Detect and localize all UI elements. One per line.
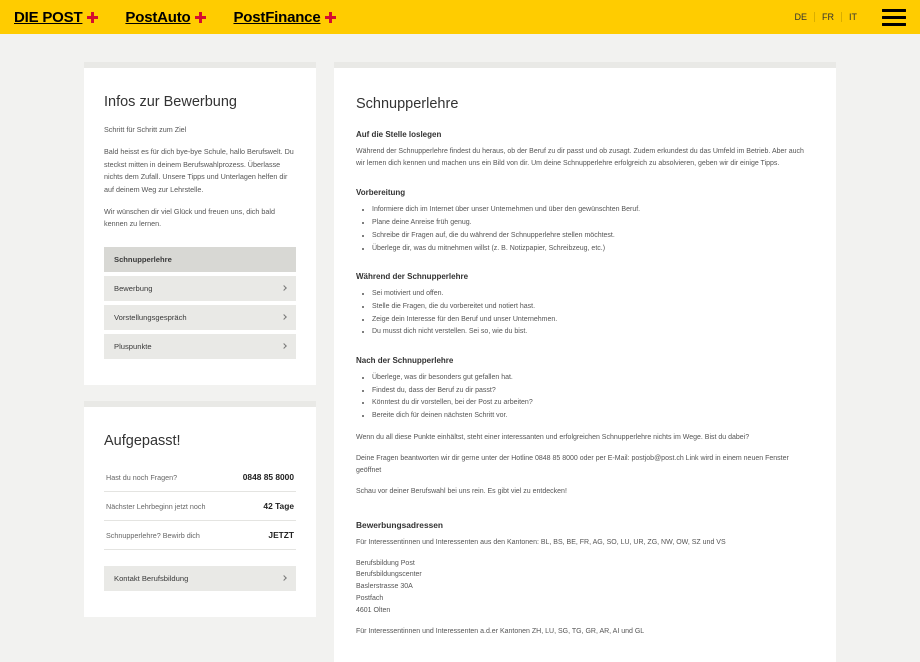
infos-paragraph-2: Wir wünschen dir viel Glück und freuen uns, dich bald kennen zu lernen. xyxy=(104,206,275,229)
brand-postfinance-label: PostFinance xyxy=(233,8,321,26)
sidebar-item-label: Pluspunkte xyxy=(114,341,152,351)
closing-paragraph-2 xyxy=(356,453,810,477)
header-nav-right xyxy=(787,9,906,26)
chevron-right-icon xyxy=(281,285,287,291)
brand-die-post[interactable] xyxy=(14,9,99,26)
nach-list xyxy=(356,372,810,422)
aufgepasst-title: Aufgepasst! xyxy=(104,432,181,449)
waehrend-list xyxy=(356,288,810,338)
site-header xyxy=(0,0,920,34)
address-cut-line: Für Interessentinnen und Interessenten a.d.er Kantonen ZH, LU, SG, TG, GR, AR, AI und GL xyxy=(356,628,645,636)
hamburger-bar xyxy=(882,16,906,19)
section-heading-auf-die-stelle: Auf die Stelle loslegen xyxy=(356,130,442,139)
list-item: • Informiere dich im Internet über unser Unternehmen und über den gewünschten Beruf. xyxy=(372,204,810,215)
brand-postauto-label: PostAuto xyxy=(125,8,191,26)
aufgepasst-rows xyxy=(104,463,296,550)
address-line: Baslerstrasse 30A xyxy=(356,583,413,591)
aufgepasst-row xyxy=(104,463,296,492)
infos-title: Infos zur Bewerbung xyxy=(104,94,237,110)
list-item: • Du musst dich nicht verstellen. Sei so, wie du bist. xyxy=(372,326,810,337)
sidebar-item-pluspunkte[interactable] xyxy=(104,334,296,359)
brand-postauto[interactable] xyxy=(125,9,207,26)
address-intro: Für Interessentinnen und Interessenten aus den Kantonen: BL, BS, BE, FR, AG, SO, LU, UR, ZG, NW, OW, SZ und VS xyxy=(356,538,726,546)
brand-die-post-label: DIE POST xyxy=(14,8,83,26)
hamburger-bar xyxy=(882,9,906,12)
closing-paragraph-3: Schau vor deiner Berufswahl bei uns rein. Es gibt viel zu entdecken! xyxy=(356,487,567,495)
list-item: • Stelle die Fragen, die du vorbereitet und notiert hast. xyxy=(372,301,810,312)
list-item: • Könntest du dir vorstellen, bei der Post zu arbeiten? xyxy=(372,397,810,408)
infos-subtitle: Schritt für Schritt zum Ziel xyxy=(104,125,187,134)
section-heading-bewerbungsadressen: Bewerbungsadressen xyxy=(356,519,444,530)
language-it[interactable]: IT xyxy=(849,12,857,22)
post-cross-icon xyxy=(194,11,207,24)
sidebar-item-schnupperlehre[interactable] xyxy=(104,247,296,272)
language-fr[interactable]: FR xyxy=(815,12,842,22)
page-body xyxy=(0,34,920,636)
address-line: Berufsbildung Post xyxy=(356,559,415,567)
address-line: 4601 Olten xyxy=(356,606,391,614)
row-value: JETZT xyxy=(268,529,294,540)
cta-label: Kontakt Berufsbildung xyxy=(114,573,189,583)
row-value: 42 Tage xyxy=(263,500,294,511)
list-item: • Bereite dich für deinen nächsten Schritt vor. xyxy=(372,410,810,421)
address-line: Berufsbildungscenter xyxy=(356,571,422,579)
list-item: • Schreibe dir Fragen auf, die du während der Schnupperlehre stellen möchtest. xyxy=(372,230,810,241)
sidebar-item-label: Vorstellungsgespräch xyxy=(114,312,187,322)
row-label: Schnupperlehre? Bewirb dich xyxy=(106,530,200,540)
vorbereitung-list xyxy=(356,204,810,254)
aufgepasst-row xyxy=(104,521,296,550)
section-heading-waehrend: Während der Schnupperlehre xyxy=(356,271,469,281)
chevron-right-icon xyxy=(281,314,287,320)
page-title: Schnupperlehre xyxy=(356,96,459,112)
kontakt-berufsbildung-button[interactable] xyxy=(104,566,296,591)
right-column xyxy=(334,62,836,636)
sidebar-item-label: Bewerbung xyxy=(114,283,153,293)
address-block xyxy=(356,558,810,617)
list-item: • Zeige dein Interesse für den Beruf und unser Unternehmen. xyxy=(372,314,810,325)
aufgepasst-row xyxy=(104,492,296,521)
language-de[interactable]: DE xyxy=(787,12,815,22)
list-item: • Findest du, dass der Beruf zu dir passt? xyxy=(372,385,810,396)
row-label: Nächster Lehrbeginn jetzt noch xyxy=(106,501,206,511)
aufgepasst-cta-wrap xyxy=(104,566,296,591)
chevron-right-icon xyxy=(281,575,287,581)
hamburger-menu-icon[interactable] xyxy=(882,9,906,26)
sidebar-item-label: Schnupperlehre xyxy=(114,254,172,264)
closing-paragraph-1: Wenn du all diese Punkte einhältst, steht einer interessanten und erfolgreichen Schnupperlehre nichts im Wege. Bist du dabei? xyxy=(356,433,750,441)
infos-paragraph-1: Bald heisst es für dich bye-bye Schule, hallo Berufswelt. Du steckst mitten in deinem Berufswahlprozess. Überlasse nichts dem Zufall. Unsere Tipps und Unterlagen helfen dir auf deinem Weg zur Lehrstelle. xyxy=(104,147,294,194)
closing-text-2: Deine Fragen beantworten wir dir gerne unter der Hotline 0848 85 8000 oder per E-Mail: postjob@post.ch Link wird in einem neuen Fenster geöffnet xyxy=(356,454,789,474)
post-cross-icon xyxy=(86,11,99,24)
section-heading-nach: Nach der Schnupperlehre xyxy=(356,355,454,365)
brand-group xyxy=(14,9,337,26)
list-item: • Plane deine Anreise früh genug. xyxy=(372,217,810,228)
chevron-right-icon xyxy=(281,343,287,349)
sidebar-item-bewerbung[interactable] xyxy=(104,276,296,301)
infos-card xyxy=(84,62,316,385)
left-column xyxy=(84,62,316,583)
aufgepasst-card xyxy=(84,401,316,617)
sidebar-item-vorstellungsgespraech[interactable] xyxy=(104,305,296,330)
brand-postfinance[interactable] xyxy=(233,9,337,26)
post-cross-icon xyxy=(324,11,337,24)
row-label: Hast du noch Fragen? xyxy=(106,472,178,482)
address-line: Postfach xyxy=(356,594,384,602)
main-content-card xyxy=(334,62,836,662)
section-paragraph: Während der Schnupperlehre findest du heraus, ob der Beruf zu dir passt und ob zusagt. Zudem erkundest du das Umfeld im Betrieb. Aber auch wir lernen dich kennen und machen uns ein Bild von dir. Um deine Schnupperlehre erfolgreich zu absolvieren, geben wir dir einige Tipps. xyxy=(356,148,804,168)
sidebar-menu xyxy=(104,247,296,359)
section-heading-vorbereitung: Vorbereitung xyxy=(356,188,406,198)
list-item: • Überlege, was dir besonders gut gefallen hat. xyxy=(372,372,810,383)
list-item: • Überlege dir, was du mitnehmen willst (z. B. Notizpapier, Schreibzeug, etc.) xyxy=(372,243,810,254)
hamburger-bar xyxy=(882,23,906,26)
row-value: 0848 85 8000 xyxy=(242,471,294,482)
list-item: • Sei motiviert und offen. xyxy=(372,288,810,299)
